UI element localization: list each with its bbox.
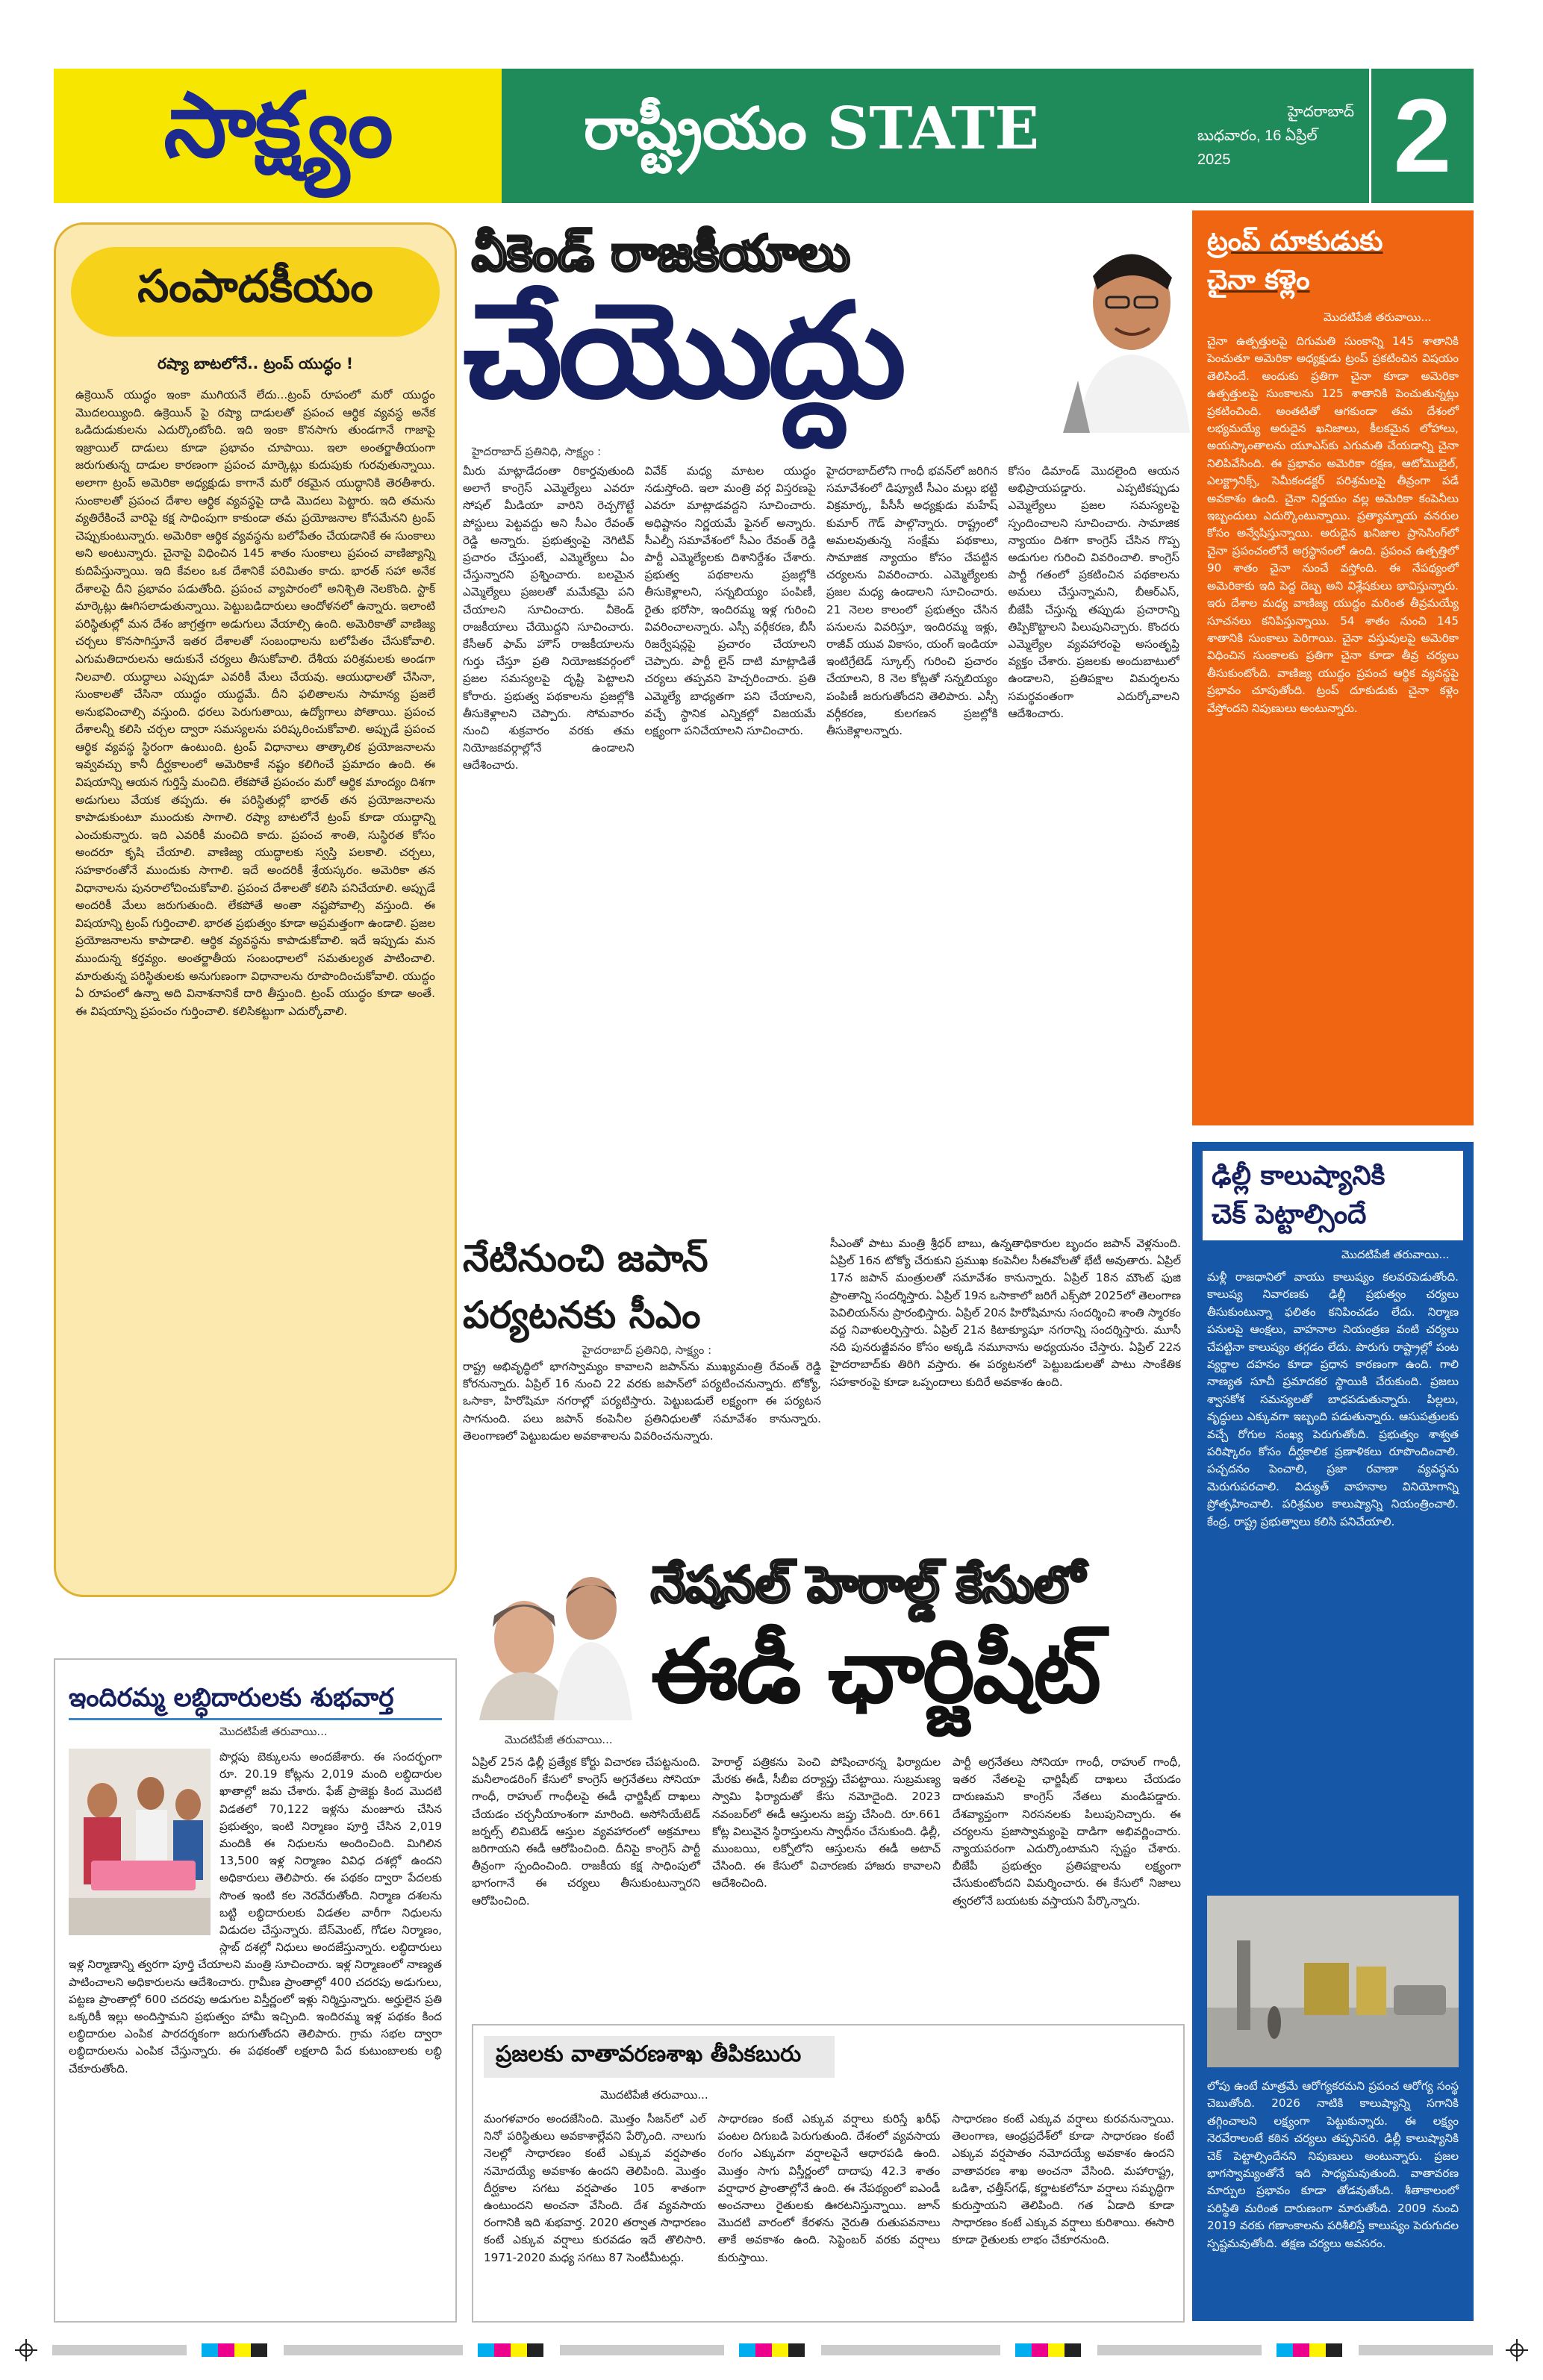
trump-headline-line2: చైనా కళ్లెం	[1207, 265, 1310, 296]
editorial-heading: సంపాదకీయం	[137, 260, 373, 313]
main-story-body	[463, 463, 1179, 1228]
japan-visit-text: సీఎంతో పాటు మంత్రి శ్రీధర్ బాబు, ఉన్నతాధికారుల బృందం జపాన్ వెళ్లనుంది. ఏప్రిల్ 16న టోక్యో చేరుకుని ప్రముఖ కంపెనీల సీఈవోలతో భేటీ అవుతారు. ఏప్రిల్ 17న జపాన్ మంత్రులతో సమావేశం కానున్నారు. ఏప్రిల్ 18న మౌంట్ ఫుజి ప్రాంతాన్ని సందర్శిస్తారు. ఏప్రిల్ 19న ఒసాకాలో జరిగే ఎక్స్‌పో 2025లో తెలంగాణ పెవిలియన్‌ను ప్రారంభిస్తారు. ఏప్రిల్ 20న హిరోషిమాను సందర్శించి శాంతి స్మారకం వద్ద నివాళులర్పిస్తారు. ఏప్రిల్ 21న కిటాక్యూషూ నగరాన్ని సందర్శిస్తారు. మూసీ నది పునరుజ్జీవనం కోసం అక్కడి నమూనాను అధ్యయనం చేస్తారు. ఏప్రిల్ 22న హైదరాబాద్‌కు తిరిగి వస్తారు. ఈ పర్యటనలో పెట్టుబడులతో పాటు సాంకేతిక సహకారంపై కూడా ఒప్పందాలు కుదిరే అవకాశం ఉంది.	[830, 1237, 1181, 1389]
main-story-dateline: హైదరాబాద్ ప్రతినిధి, సాక్ష్యం :	[472, 445, 602, 458]
japan-visit-details	[830, 1235, 1181, 1549]
japan-headline-line2: పర్యటనకు సీఎం	[463, 1293, 701, 1337]
smog-street-photo	[1207, 1896, 1459, 2067]
issue-date: బుధవారం, 16 ఏప్రిల్ 2025	[1197, 128, 1318, 168]
delhi-body-top: మళ్లీ రాజధానిలో వాయు కాలుష్యం కలవరపెడుతోంది. కాలుష్య నివారణకు ఢిల్లీ ప్రభుత్వం చర్యలు తీసుకుంటున్నా ఫలితం కనిపించడం లేదు. నిర్మాణ పనులపై ఆంక్షలు, వాహనాల నియంత్రణ వంటి చర్యలు చేపట్టినా కాలుష్యం తగ్గడం లేదు. పొరుగు రాష్ట్రాల్లో పంట వ్యర్థాల దహనం కూడా ప్రధాన కారణంగా ఉంది. గాలి నాణ్యత సూచీ ప్రమాదకర స్థాయికి చేరుకుంది. ప్రజలు శ్వాసకోశ సమస్యలతో బాధపడుతున్నారు. పిల్లలు, వృద్ధులు ఎక్కువగా ఇబ్బంది పడుతున్నారు. ఆసుపత్రులకు వచ్చే రోగుల సంఖ్య పెరుగుతోంది. ప్రభుత్వం శాశ్వత పరిష్కారం కోసం దీర్ఘకాలిక ప్రణాళికలు రూపొందించాలి. పచ్చదనం పెంచాలి, ప్రజా రవాణా వ్యవస్థను మెరుగుపరచాలి. విద్యుత్ వాహనాల వినియోగాన్ని ప్రోత్సహించాలి. పరిశ్రమల కాలుష్యాన్ని నియంత్రించాలి. కేంద్ర, రాష్ట్ర ప్రభుత్వాలు కలిసి పనిచేయాలి.	[1207, 1270, 1459, 1528]
delhi-pollution-story	[1192, 1142, 1474, 2321]
editorial-body: ఉక్రెయిన్ యుద్ధం ఇంకా ముగియనే లేదు...ట్రంప్ రూపంలో మరో యుద్ధం మొదలయ్యింది. ఉక్రెయిన్ పై రష్యా దాడులతో ప్రపంచ ఆర్థిక వ్యవస్థ అనేక ఒడిదుడుకులను ఎదుర్కొంటోంది. ఇది ఇంకా కొనసాగు తుండగానే గాజాపై ఇజ్రాయిల్ దాడులు కూడా ప్రభావం చూపాయి. ఇలా అంతర్జాతీయంగా జరుగుతున్న దాడుల కారణంగా ప్రపంచ మార్కెట్లు కుదుపుకు గురవుతున్నాయి. అలాగా ట్రంప్ అమెరికా అధ్యక్షుడు కాగానే మరో రకమైన యుద్ధానికి తెరతీశారు. సుంకాలతో ప్రపంచ దేశాల ఆర్థిక వ్యవస్థపై దాడి మొదలు పెట్టారు. ఇది తమను వ్యతిరేకించే వారిపై కక్ష సాధింపుగా కాకుండా తమ ప్రయోజనాల కోసమేనని ట్రంప్ చెప్పుకుంటున్నారు. అమెరికా ఆర్థిక వ్యవస్థను బలోపేతం చేయడానికే ఈ సుంకాలు అని అంటున్నారు. చైనాపై విధించిన 145 శాతం సుంకాలు ప్రపంచ వాణిజ్యాన్ని కుదిపేస్తున్నాయి. ఇది కేవలం ఒక దేశానికే పరిమితం కాదు. భారత్ సహా అనేక దేశాలపై దీని ప్రభావం పడుతోంది. ప్రపంచ వ్యాపారంలో అనిశ్చితి నెలకొంది. స్టాక్ మార్కెట్లు ఊగిసలాడుతున్నాయి. పెట్టుబడిదారులు ఆందోళనలో ఉన్నారు. ఇలాంటి పరిస్థితుల్లో మన దేశం జాగ్రత్తగా అడుగులు వేయాల్సి ఉంది. అమెరికాతో వాణిజ్య చర్చలు కొనసాగిస్తూనే ఇతర దేశాలతో సంబంధాలను బలోపేతం చేసుకోవాలి. ఎగుమతిదారులను ఆదుకునే చర్యలు తీసుకోవాలి. దేశీయ పరిశ్రమలకు అండగా నిలవాలి. యుద్ధాలు ఎప్పుడూ ఎవరికీ మేలు చేయవు. ఆయుధాలతో చేసినా, సుంకాలతో చేసినా యుద్ధం యుద్ధమే. దీని ఫలితాలను సామాన్య ప్రజలే అనుభవించాల్సి వస్తుంది. ధరలు పెరుగుతాయి, ఉద్యోగాలు పోతాయి. ప్రపంచ దేశాలన్నీ కలిసి చర్చల ద్వారా సమస్యలను పరిష్కరించుకోవాలి. అప్పుడే ప్రపంచ ఆర్థిక వ్యవస్థ స్థిరంగా ఉంటుంది. ట్రంప్ విధానాలు తాత్కాలిక ప్రయోజనాలను ఇవ్వవచ్చు కానీ దీర్ఘకాలంలో అమెరికాకే నష్టం కలిగించే ప్రమాదం ఉంది. ఈ విషయాన్ని ఆయన గుర్తిస్తే మంచిది. లేకపోతే ప్రపంచం మరో ఆర్థిక మాంద్యం దిశగా అడుగులు వేయక తప్పదు. ఈ పరిస్థితుల్లో భారత్ తన ప్రయోజనాలను కాపాడుకుంటూ ముందుకు సాగాలి. రష్యా బాటలోనే ట్రంప్ కూడా యుద్ధాన్ని ఎంచుకున్నారు. ఇది ఎవరికీ మంచిది కాదు. ప్రపంచ శాంతి, సుస్థిరత కోసం అందరూ కృషి చేయాలి. వాణిజ్య యుద్ధాలకు స్వస్తి పలకాలి. చర్చలు, సహకారంతోనే ముందుకు సాగాలి. ఇదే అందరికీ శ్రేయస్కరం. అమెరికా తన విధానాలను పునరాలోచించుకోవాలి. ప్రపంచ దేశాలతో కలిసి పనిచేయాలి. అప్పుడే అందరికీ మేలు జరుగుతుంది. లేకపోతే అంతా నష్టపోవాల్సి వస్తుంది. ఈ విషయాన్ని ట్రంప్ గుర్తించాలి. భారత ప్రభుత్వం కూడా అప్రమత్తంగా ఉండాలి. ప్రజల ప్రయోజనాలను కాపాడాలి. ఆర్థిక వ్యవస్థను కాపాడుకోవాలి. ఇదే ఇప్పుడు మన ముందున్న కర్తవ్యం. అంతర్జాతీయ సంబంధాలలో సమతుల్యత పాటించాలి. మారుతున్న పరిస్థితులకు అనుగుణంగా విధానాలను రూపొందించుకోవాలి. యుద్ధం ఏ రూపంలో ఉన్నా అది వినాశనానికే దారి తీస్తుంది. ట్రంప్ యుద్ధం కూడా అంతే. ఈ విషయాన్ని ప్రపంచం గుర్తించాలి. కలిసికట్టుగా ఎదుర్కోవాలి.	[75, 388, 435, 1018]
print-color-registration-strip	[0, 2329, 1543, 2373]
ed-story-column: పార్టీ అగ్రనేతలు సోనియా గాంధీ, రాహుల్ గాంధీ, ఇతర నేతలపై ఛార్జిషీట్ దాఖలు చేయడం దారుణమని కాంగ్రెస్ నేతలు మండిపడ్డారు. దేశవ్యాప్తంగా నిరసనలకు పిలుపునిచ్చారు. ఈ చర్యలను ప్రజాస్వామ్యంపై దాడిగా అభివర్ణించారు. న్యాయపరంగా ఎదుర్కొంటామని స్పష్టం చేశారు. బీజేపీ ప్రభుత్వం ప్రతిపక్షాలను లక్ష్యంగా చేసుకుంటోందని విమర్శించారు. ఈ కేసులో నిజాలు త్వరలోనే బయటకు వస్తాయని పేర్కొన్నారు.	[953, 1755, 1181, 1908]
ed-story-column: హెరాల్డ్ పత్రికను పెంచి పోషించారన్న ఫిర్యాదుల మేరకు ఈడీ, సీబీఐ దర్యాప్తు చేపట్టాయి. సుబ్రమణ్య స్వామి ఫిర్యాదుతో కేసు నమోదైంది. 2023 నవంబర్‌లో ఈడీ ఆస్తులను జప్తు చేసింది. రూ.661 కోట్ల విలువైన స్థిరాస్తులను స్వాధీనం చేసుకుంది. ఢిల్లీ, ముంబయి, లక్నోలోని ఆస్తులను ఈడీ అటాచ్ చేసింది. ఈ కేసులో విచారణకు హాజరు కావాలని ఆదేశించింది.	[712, 1755, 941, 1890]
weather-story	[472, 2024, 1185, 2323]
ed-story-body	[472, 1754, 1181, 2015]
japan-body	[463, 1358, 821, 1549]
trump-headline[interactable]	[1192, 210, 1474, 300]
weather-headline[interactable]	[484, 2036, 835, 2078]
weather-headline-text: ప్రజలకు వాతావరణశాఖ తీపికబురు	[496, 2041, 802, 2067]
indiramma-headline[interactable]	[69, 1678, 442, 1720]
dateline-block	[1197, 69, 1369, 203]
section-title: రాష్ట్రీయం STATE	[584, 95, 1039, 163]
main-story-column: కోసం డిమాండ్ మొదలైంది ఆయన అభిప్రాయపడ్డారు. ఎప్పటికప్పుడు ఎమ్మెల్యేలు ప్రజల సమస్యలపై స్పందించాలని సూచించారు. సామాజిక న్యాయం దిశగా కాంగ్రెస్ చేసిన గొప్ప అడుగుల గురించి వివరించాలి. కాంగ్రెస్ పార్టీ గతంలో ప్రకటించిన పథకాలను అమలు చేస్తున్నామని, బీఆర్ఎస్, బీజేపీ చేస్తున్న తప్పుడు ప్రచారాన్ని తిప్పికొట్టాలని పిలుపునిచ్చారు. కొందరు ఎమ్మెల్యేల వ్యవహారంపై అసంతృప్తి వ్యక్తం చేశారు. ప్రజలకు అందుబాటులో ఉండాలని, ప్రతిపక్షాల విమర్శలను సమర్థవంతంగా ఎదుర్కోవాలని ఆదేశించారు.	[1008, 464, 1179, 720]
delhi-body-bottom: లోపు ఉంటే మాత్రమే ఆరోగ్యకరమని ప్రపంచ ఆరోగ్య సంస్థ చెబుతోంది. 2026 నాటికి కాలుష్యాన్ని సగానికి తగ్గించాలని లక్ష్యంగా పెట్టుకున్నారు. ఈ లక్ష్యం నెరవేరాలంటే కఠిన చర్యలు తప్పనిసరి. ఢిల్లీ కాలుష్యానికి చెక్ పెట్టాల్సిందేనని నిపుణులు అంటున్నారు. ప్రజల భాగస్వామ్యంతోనే ఇది సాధ్యమవుతుంది. వాతావరణ మార్పుల ప్రభావం కూడా తోడవుతోంది. శీతాకాలంలో పరిస్థితి మరింత దారుణంగా మారుతోంది. 2009 నుంచి 2019 వరకు గణాంకాలను పరిశీలిస్తే కాలుష్యం పెరుగుదల స్పష్టమవుతోంది. తక్షణ చర్యలు అవసరం.	[1207, 2079, 1459, 2250]
page-number-block	[1369, 69, 1474, 203]
trump-body: చైనా ఉత్పత్తులపై దిగుమతి సుంకాన్ని 145 శాతానికి పెంచుతూ అమెరికా అధ్యక్షుడు ట్రంప్ ప్రకటించిన విషయం తెలిసిందే. అందుకు ప్రతిగా చైనా కూడా అమెరికా ఉత్పత్తులపై సుంకాలను 125 శాతానికి పెంచుతున్నట్లు ప్రకటించింది. అంతటితో ఆగకుండా తమ దేశంలో లభ్యమయ్యే అరుదైన ఖనిజాలు, కీలకమైన లోహాలు, అయస్కాంతాలను యూఎస్‌కు ఎగుమతి చేయడాన్ని చైనా నిలిపివేసింది. ఈ ప్రభావం అమెరికా రక్షణ, ఆటోమొబైల్, ఎలక్ట్రానిక్స్, సెమీకండక్టర్ పరిశ్రమలపై తీవ్రంగా పడే అవకాశం ఉంది. చైనా నిర్ణయం వల్ల అమెరికా కంపెనీలు ఇబ్బందులు ఎదుర్కొంటున్నాయి. ప్రత్యామ్నాయ వనరుల కోసం అన్వేషిస్తున్నాయి. అరుదైన ఖనిజాల ప్రాసెసింగ్‌లో చైనా ప్రపంచంలోనే అగ్రస్థానంలో ఉంది. ప్రపంచ ఉత్పత్తిలో 90 శాతం చైనా నుంచే వస్తోంది. ఈ నేపథ్యంలో అమెరికాకు ఇది పెద్ద దెబ్బ అని విశ్లేషకులు భావిస్తున్నారు. ఇరు దేశాల మధ్య వాణిజ్య యుద్ధం మరింత తీవ్రమయ్యే సూచనలు కనిపిస్తున్నాయి. 54 శాతం నుంచి 145 శాతానికి సుంకాలు పెరిగాయి. చైనా వస్తువులపై అమెరికా విధించిన సుంకాలకు ప్రతిగా చైనా కూడా తీవ్ర చర్యలు తీసుకుంటోంది. వాణిజ్య యుద్ధం ప్రపంచ ఆర్థిక వ్యవస్థపై ప్రభావం చూపుతోంది. ట్రంప్ దూకుడుకు చైనా కళ్లెం వేస్తోందని నిపుణులు అంటున్నారు.	[1207, 334, 1459, 715]
ed-kicker-text: నేషనల్ హెరాల్డ్ కేసులో	[651, 1556, 1085, 1614]
japan-dateline: హైదరాబాద్ ప్రతినిధి, సాక్ష్యం :	[582, 1343, 712, 1357]
ed-story-column: ఏప్రిల్ 25న ఢిల్లీ ప్రత్యేక కోర్టు విచారణ చేపట్టనుంది. మనీలాండరింగ్ కేసులో కాంగ్రెస్ అగ్రనేతలు సోనియా గాంధీ, రాహుల్ గాంధీలపై ఈడీ ఛార్జిషీట్ దాఖలు చేయడం చర్చనీయాంశంగా మారింది. అసోసియేటెడ్ జర్నల్స్ లిమిటెడ్ ఆస్తుల వ్యవహారంలో అక్రమాలు జరిగాయని ఈడీ ఆరోపించింది. దీనిపై కాంగ్రెస్ పార్టీ తీవ్రంగా స్పందించింది. రాజకీయ కక్ష సాధింపులో భాగంగానే ఈ చర్యలు తీసుకుంటున్నారని ఆరోపించింది.	[472, 1755, 700, 1908]
city-name: హైదరాబాద్	[1287, 104, 1354, 120]
beneficiaries-cheque-photo	[69, 1749, 211, 1935]
japan-body-text: రాష్ట్ర అభివృద్ధిలో భాగస్వామ్యం కావాలని జపాన్‌ను ముఖ్యమంత్రి రేవంత్ రెడ్డి కోరనున్నారు. ఏప్రిల్ 16 నుంచి 22 వరకు జపాన్‌లో పర్యటించనున్నారు. టోక్యో, ఒసాకా, హిరోషిమా నగరాల్లో పర్యటిస్తారు. పెట్టుబడులే లక్ష్యంగా ఈ పర్యటన సాగనుంది. పలు జపాన్ కంపెనీల ప్రతినిధులతో సమావేశం కానున్నారు. తెలంగాణలో పెట్టుబడుల అవకాశాలను వివరించనున్నారు.	[463, 1360, 821, 1443]
main-story-column: వివేక్ మధ్య మాటల యుద్ధం నడుస్తోంది. ఇలా మంత్రి వర్గ విస్తరణపై ఎవరూ మాట్లాడవద్దని సూచించారు. అధిష్టానం నిర్ణయమే ఫైనల్ అన్నారు. సీఎల్పీ సమావేశంలో సీఎం రేవంత్ రెడ్డి పార్టీ ఎమ్మెల్యేలకు దిశానిర్దేశం చేశారు. ప్రభుత్వ పథకాలను ప్రజల్లోకి తీసుకెళ్లాలని, సన్నబియ్యం పంపిణీ, రైతు భరోసా, ఇందిరమ్మ ఇళ్ల గురించి వివరించాలన్నారు. ఎస్సీ వర్గీకరణ, బీసీ రిజర్వేషన్లపై ప్రచారం చేయాలని చెప్పారు. పార్టీ లైన్ దాటి మాట్లాడితే చర్యలు తప్పవని హెచ్చరించారు. ప్రతి ఎమ్మెల్యే బాధ్యతగా పని చేయాలని, వచ్చే స్థానిక ఎన్నికల్లో విజయమే లక్ష్యంగా పనిచేయాలని సూచించారు.	[644, 464, 816, 738]
indiramma-dateline: మొదటిపేజీ తరువాయి...	[219, 1725, 328, 1738]
indiramma-headline-text: ఇందిరమ్మ లబ్ధిదారులకు శుభవార్త	[69, 1683, 394, 1713]
weather-column: సాధారణం కంటే ఎక్కువ వర్షాలు కురిస్తే ఖరీఫ్ పంటల దిగుబడి పెరుగుతుంది. దేశంలో వ్యవసాయ రంగం ఎక్కువగా వర్షాలపైనే ఆధారపడి ఉంది. మొత్తం సాగు విస్తీర్ణంలో దాదాపు 42.3 శాతం వర్షాధార ప్రాంతాల్లోనే ఉంది. ఈ నేపథ్యంలో ఐఎండీ అంచనాలు రైతులకు ఊరటనిస్తున్నాయి. జూన్ మొదటి వారంలో కేరళను నైరుతి రుతుపవనాలు తాకే అవకాశం ఉంది. సెప్టెంబర్ వరకు వర్షాలు కురుస్తాయి.	[717, 2112, 941, 2264]
main-story-column: మీరు మాట్లాడేదంతా రికార్డవుతుంది అలాగే కాంగ్రెస్ ఎమ్మెల్యేలు ఎవరూ సోషల్ మీడియా వారిని రెచ్చగొట్టే పోస్టులు పెట్టవద్దు అని సీఎం రేవంత్ రెడ్డి అన్నారు. ప్రభుత్వంపై నెగిటివ్ ప్రచారం చేస్తుంటే, ఎమ్మెల్యేలు ఏం చేస్తున్నారని ప్రశ్నించారు. బలమైన ఎమ్మెల్యేలు ప్రజలతో మమేకమై పని చేయాలని సూచించారు. వీకెండ్ రాజకీయాలు చేయొద్దని సూచించారు. కేసీఆర్ ఫామ్ హౌస్ రాజకీయాలను గుర్తు చేస్తూ ప్రతి నియోజకవర్గంలో ప్రజల సమస్యలపై దృష్టి పెట్టాలని కోరారు. ప్రభుత్వ పథకాలను ప్రజల్లోకి తీసుకెళ్లాలని చెప్పారు. సోమవారం నుంచి శుక్రవారం వరకు తమ నియోజకవర్గాల్లోనే ఉండాలని ఆదేశించారు.	[463, 464, 635, 772]
main-headline-text: చేయొద్దు	[463, 274, 903, 428]
masthead	[54, 69, 1474, 203]
ed-headline-text: ఈడీ ఛార్జిషీట్	[651, 1620, 1100, 1722]
weather-column: మంగళవారం అందజేసింది. మొత్తం సీజన్‌లో ఎల్ నినో పరిస్థితులు అవకాశాల్లేవని పేర్కొంది. నాలుగు నెలల్లో సాధారణం కంటే ఎక్కువ వర్షపాతం నమోదయ్యే అవకాశం ఉందని తెలిపింది. మొత్తం దీర్ఘకాల సగటు వర్షపాతం 105 శాతంగా ఉంటుందని అంచనా వేసింది. దేశ వ్యవసాయ రంగానికి ఇది శుభవార్త. 2020 తర్వాత సాధారణం కంటే ఎక్కువ వర్షాలు కురవడం ఇదే తొలిసారి. 1971-2020 మధ్య సగటు 87 సెంటీమీటర్లు.	[484, 2112, 706, 2264]
indiramma-body-wrap	[55, 1741, 455, 2085]
ed-dateline: మొదటిపేజీ తరువాయి...	[505, 1733, 613, 1746]
weather-dateline: మొదటిపేజీ తరువాయి...	[600, 2088, 708, 2102]
weather-column: సాధారణం కంటే ఎక్కువ వర్షాలు కురవనున్నాయి. తెలంగాణ, ఆంధ్రప్రదేశ్‌లో కూడా సాధారణం కంటే ఎక్కువ వర్షపాతం నమోదయ్యే అవకాశం ఉందని వాతావరణ శాఖ అంచనా వేసింది. మహారాష్ట్ర, ఒడిశా, ఛత్తీస్‌గఢ్, కర్ణాటకలోనూ వర్షాలు సమృద్ధిగా కురుస్తాయని తెలిపింది. గత ఏడాది కూడా సాధారణం కంటే ఎక్కువ వర్షాలు కురిశాయి. ఈసారి కూడా రైతులకు లాభం చేకూరనుంది.	[952, 2112, 1174, 2247]
delhi-headline-line2: చెక్ పెట్టాల్సిందే	[1212, 1199, 1367, 1230]
indiramma-story	[54, 1658, 457, 2323]
main-story-column: హైదరాబాద్‌లోని గాంధీ భవన్‌లో జరిగిన సమావేశంలో డిప్యూటీ సీఎం మల్లు భట్టి విక్రమార్క, పీసీసీ అధ్యక్షుడు మహేష్ కుమార్ గౌడ్ పాల్గొన్నారు. రాష్ట్రంలో అమలవుతున్న సంక్షేమ పథకాలు, సామాజిక న్యాయం కోసం చేపట్టిన చర్యలను వివరించారు. ఎమ్మెల్యేలకు ప్రజల మధ్య ఉండాలని సూచించారు. 21 నెలల కాలంలో ప్రభుత్వం చేసిన పనులను వివరిస్తూ, ఇందిరమ్మ ఇళ్లు, రాజీవ్ యువ వికాసం, యంగ్ ఇండియా ఇంటిగ్రేటెడ్ స్కూల్స్ గురించి ప్రచారం చేయాలని, 8 నెల కోట్లతో సన్నబియ్యం పంపిణీ జరుగుతోందని తెలిపారు. ఎస్సీ వర్గీకరణ, కులగణన ప్రజల్లోకి తీసుకెళ్లాలన్నారు.	[826, 464, 998, 738]
japan-headline-line1: నేటినుంచి జపాన్	[463, 1237, 708, 1280]
weather-body	[484, 2111, 1174, 2317]
japan-headline[interactable]	[463, 1230, 836, 1343]
trump-headline-line1: ట్రంప్ దూకుడుకు	[1207, 226, 1383, 257]
editorial-subheading: రష్యా బాటలోనే.. ట్రంప్ యుద్ధం !	[157, 354, 353, 372]
trump-china-story	[1192, 210, 1474, 1125]
ed-story-kicker	[651, 1556, 1188, 1625]
page-number: 2	[1393, 77, 1452, 194]
delhi-dateline: మొదటిపేజీ తరువాయి...	[1341, 1248, 1450, 1261]
section-banner	[502, 69, 1197, 203]
delhi-headline-line1: ఢిల్లీ కాలుష్యానికి	[1212, 1161, 1385, 1191]
newspaper-logo[interactable]	[54, 69, 502, 203]
trump-dateline: మొదటిపేజీ తరువాయి...	[1324, 310, 1432, 324]
indiramma-body: పొర్లపు బెక్కులను అందజేశారు. ఈ సందర్భంగా రూ. 20.19 కోట్లను 2,019 మంది లబ్ధిదారుల ఖాతాల్లో జమ చేశారు. ఫేజ్ ప్రాజెక్టు కింద మొదటి విడతలో 70,122 ఇళ్లను మంజూరు చేసిన ప్రభుత్వం, ఇంటి నిర్మాణం పూర్తి చేసిన 2,019 మందికి ఈ నిధులను అందించింది. మిగిలిన 13,500 ఇళ్ల నిర్మాణం వివిధ దశల్లో ఉందని అధికారులు తెలిపారు. ఈ పథకం ద్వారా పేదలకు సొంత ఇంటి కల నెరవేరుతోంది. నిర్మాణ దశలను బట్టి లబ్ధిదారులకు విడతల వారీగా నిధులను విడుదల చేస్తున్నారు. బేస్‌మెంట్, గోడల నిర్మాణం, స్లాబ్ దశల్లో నిధులు అందజేస్తున్నారు. లబ్ధిదారులు ఇళ్ల నిర్మాణాన్ని త్వరగా పూర్తి చేయాలని మంత్రి సూచించారు. ఇళ్ల నిర్మాణంలో నాణ్యత పాటించాలని అధికారులను ఆదేశించారు. గ్రామీణ ప్రాంతాల్లో 400 చదరపు అడుగులు, పట్టణ ప్రాంతాల్లో 600 చదరపు అడుగుల విస్తీర్ణంలో ఇళ్లు నిర్మిస్తున్నారు. అర్హులైన ప్రతి ఒక్కరికీ ఇల్లు అందిస్తామని ప్రభుత్వం హామీ ఇచ్చింది. ఇందిరమ్మ ఇళ్ల పథకం కింద లబ్ధిదారుల ఎంపిక పారదర్శకంగా జరుగుతోందని తెలిపారు. గ్రామ సభల ద్వారా లబ్ధిదారులను ఎంపిక చేస్తున్నారు. ఈ పథకంతో లక్షలాది పేద కుటుంబాలకు లబ్ధి చేకూరుతోంది.	[69, 1750, 442, 2076]
ed-story-headline[interactable]	[651, 1620, 1188, 1744]
editorial-box	[54, 222, 457, 1597]
sonia-rahul-photo	[472, 1556, 643, 1720]
cm-portrait-photo	[1063, 231, 1190, 433]
logo-text: సాక్ష్యం	[163, 72, 392, 178]
delhi-headline[interactable]	[1203, 1151, 1463, 1240]
main-kicker-text: వీకెండ్ రాజకీయాలు	[472, 224, 850, 282]
editorial-heading-pill	[71, 247, 440, 337]
